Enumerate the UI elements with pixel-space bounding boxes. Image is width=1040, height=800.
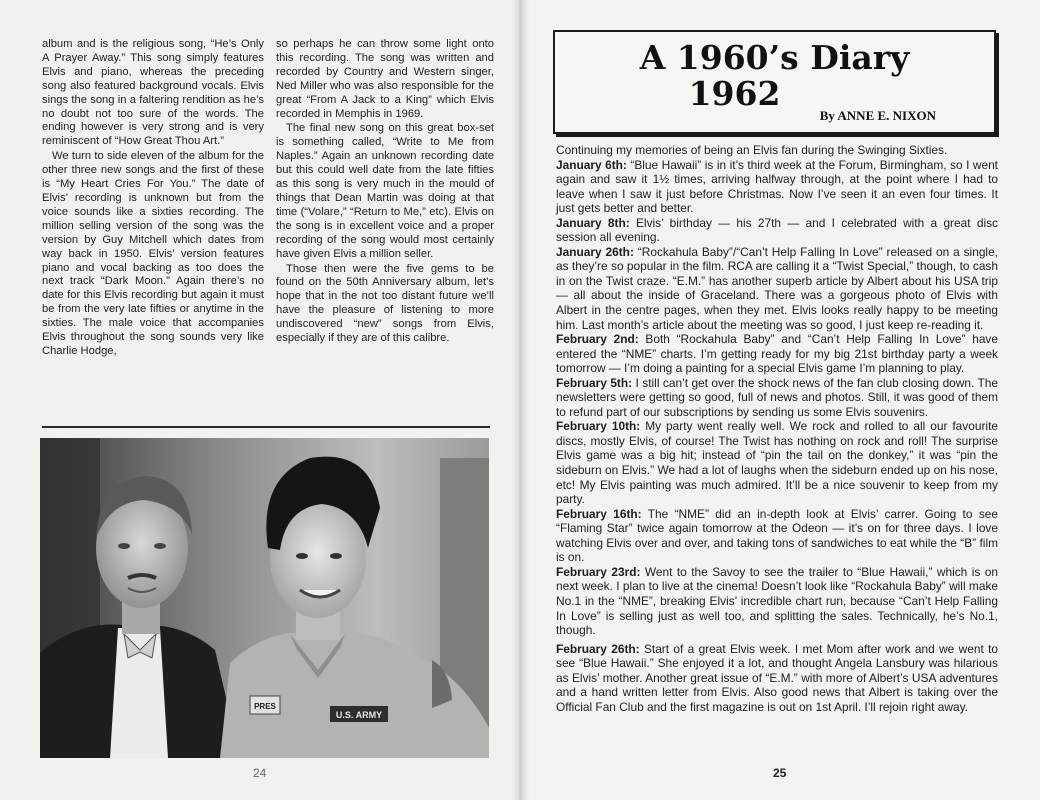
paragraph: The final new song on this great box-set is something called, “Write to Me from Naples.” Again an unknown recording date but this could well date from the late fifties as this song is very much in the mould of things that Dean Martin was doing at that time (“Volare,” “Return to Me,” etc). Elvis on the song is in excellent voice and a proper recording of the song would most certainly have given Elvis a million seller. — [276, 122, 494, 260]
diary-body — [556, 143, 998, 714]
page-number: 25 — [773, 766, 787, 780]
entry-date: January 6th: — [556, 157, 627, 172]
article-title: A 1960’s Diary — [639, 38, 910, 77]
paragraph: Those then were the five gems to be found on the 50th Anniversary album, let’s hope that in the not too distant future we’ll have the pleasure of listening to more undiscovered “new” songs from Elvis, especially if they are of this calibre. — [276, 262, 494, 345]
diary-entry — [556, 158, 998, 216]
army-patch-text: U.S. ARMY — [335, 710, 383, 720]
entry-text: My party went really well. We rock and rolled to all our favourite discs, mostly Elvis, of course! The Twist has nothing on rock and roll! The surprise Elvis game was a big hit; instead of “pin the tail on the donkey,” it was “pin the sideburn on Elvis.” We had a lot of laughs when the sideburn ended up on his nose, etc! My Elvis painting was much admired. It’ll be a nice souvenir to keep from my party. — [556, 419, 998, 507]
entry-text: I still can’t get over the shock news of the fan club closing down. The newsletters were getting so good, full of news and photos. Still, it was good of them to refund part of our subscriptions by sending us some Elvis souvenirs. — [556, 375, 999, 419]
entry-text: “Rockahula Baby”/“Can’t Help Falling In Love” released on a single, as they’re so popular in the film. RCA are calling it a “Twist Special,” though, to cash in on the Twist craze. “E.M.” has another superb article by Albert about his USA trip — all about the inside of Graceland. There was a gorgeous photo of Elvis with Albert in the centre pages, when they met. Elvis looks really happy to be meeting him. Last month’s article about the meeting was so good, I just keep re-reading it. — [556, 244, 998, 332]
left-column-2 — [276, 38, 494, 346]
entry-date: January 26th: — [556, 244, 634, 259]
diary-entry — [556, 507, 998, 565]
diary-entry — [556, 376, 998, 420]
article-title-box — [553, 30, 996, 134]
entry-date: February 2nd: — [556, 332, 639, 347]
diary-entry — [556, 419, 998, 506]
entry-date: February 23rd: — [556, 564, 641, 579]
entry-text: The “NME” did an in-depth look at Elvis’ carrer. Going to see “Flaming Star” twice again tomorrow at the Odeon — it’s on for three days. I love watching Elvis over and over, and taking tons of sandwiches to eat while the “B” film is on. — [556, 506, 998, 565]
article-year: 1962 — [688, 74, 781, 113]
diary-entry — [556, 642, 998, 715]
entry-date: February 26th: — [556, 641, 640, 656]
paragraph: so perhaps he can throw some light onto this recording. The song was written and recorded by Country and Western singer, Ned Miller who was also responsible for the great “From A Jack to a King” which Elvis recorded in Memphis in 1969. — [276, 38, 494, 120]
diary-entry — [556, 332, 998, 376]
byline: By ANNE E. NIXON — [819, 108, 936, 123]
page-number: 24 — [253, 766, 267, 780]
entry-date: February 16th: — [556, 506, 642, 521]
entry-text: Start of a great Elvis week. I met Mom after work and we went to see “Blue Hawaii.” She enjoyed it a lot, and thought Angela Lansbury was hilarious as Elvis’ mother. Another great issue of “E.M.” with more of Albert’s USA adventures and a hand written letter from Elvis. Also good news that Albert is taking over the Official Fan Club and the first magazine is out on 1st April. I’ll rejoin right away. — [556, 641, 998, 714]
paragraph: We turn to side eleven of the album for the other three new songs and the first of these is “My Heart Cries For You.” The date of Elvis’ recording is unknown but from the voice sounds like a sixties recording. The million selling version of the song was the version by Guy Mitchell which dates from way back in 1950. Elvis’ version features piano and vocal backing as too does the next track “Dark Moon.” Again there’s no date for this Elvis recording but again it must be from the very late fifties or anytime in the sixties. The male voice that accompanies Elvis throughout the song sounds very like Charlie Hodge, — [42, 150, 264, 357]
entry-date: February 10th: — [556, 419, 641, 434]
paragraph: album and is the religious song, “He’s Only A Prayer Away.” This song simply features Elvis and piano, whereas the preceding song also featured background vocals. Elvis sings the song in a faltering rendition as he’s no doubt not too sure of the words. The ending however is very strong and is very reminiscent of “How Great Thou Art.” — [42, 38, 264, 148]
entry-date: January 8th: — [556, 215, 630, 230]
intro-paragraph: Continuing my memories of being an Elvis fan during the Swinging Sixties. — [556, 143, 948, 157]
entry-text: Went to the Savoy to see the trailer to “Blue Hawaii,” which is on next week. I plan to live at the cinema! Doesn’t look like “Rockahula Baby” will make No.1 in the “NME”, breaking Elvis’ incredible chart run, because “Can’t Help Falling In Love” is selling just as well too, and splitting the sales. Technically, he’s No.1, though. — [556, 564, 999, 638]
entry-date: February 5th: — [556, 375, 633, 390]
entry-text: “Blue Hawaii” is in it’s third week at the Forum, Birmingham, so I went again and saw it 1½ times, arriving halfway through, at the point where I had to leave when I saw it just before Christmas. Now I’ve seen it an even four times. It just gets better and better. — [556, 157, 998, 216]
book-gutter — [512, 0, 530, 800]
entry-text: Both “Rockahula Baby” and “Can’t Help Falling In Love” have entered the “NME” charts. I’m getting ready for my big 21st birthday party a week tomorrow — I’m doing a painting for a special Elvis game I’m planning to play. — [556, 332, 998, 376]
diary-entry — [556, 216, 998, 245]
section-divider — [42, 426, 490, 428]
name-tag-text: PRES — [254, 702, 276, 711]
entry-text: Elvis’ birthday — his 27th — and I celebrated with a great disc session all evening. — [556, 215, 998, 245]
diary-entry — [556, 565, 998, 638]
left-column-1 — [42, 38, 264, 359]
photograph — [40, 438, 489, 758]
diary-entry — [556, 245, 998, 332]
